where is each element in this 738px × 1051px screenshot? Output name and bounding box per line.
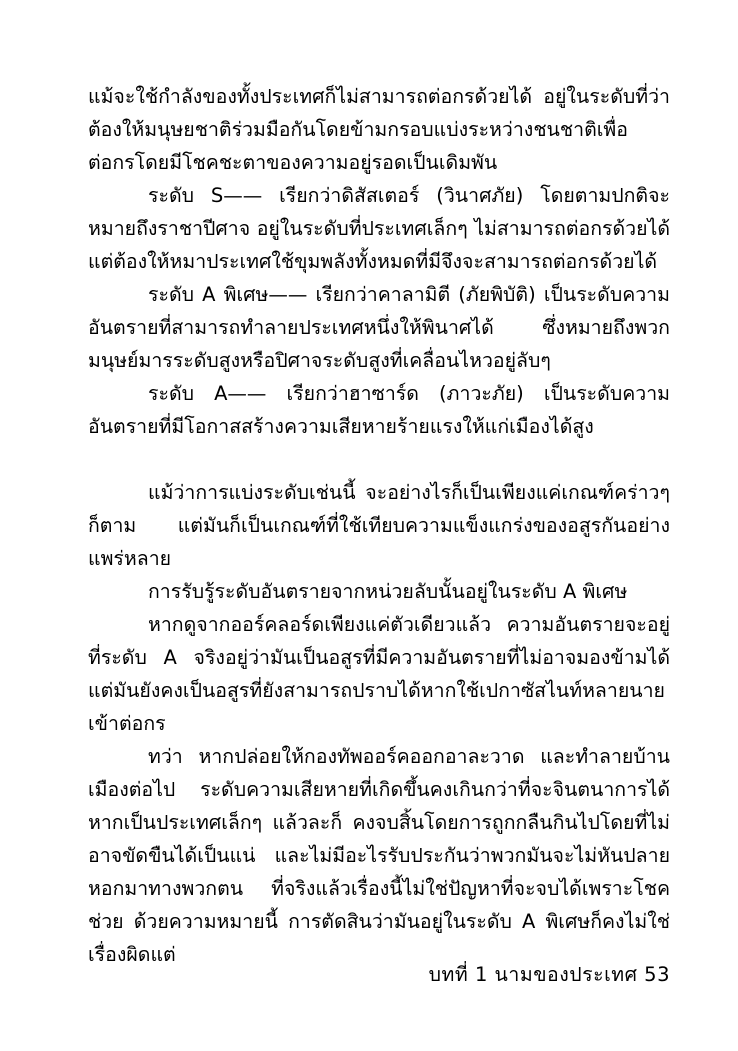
paragraph: ทว่า หากปล่อยให้กองทัพออร์คออกอาละวาด และทำลายบ้านเมืองต่อไป ระดับความเสียหายที่เกิดขึ้นคงเกินกว่าที่จะจินตนาการได้ หากเป็นประเทศเล็กๆ แล้วละก็ คงจบสิ้นโดยการถูกกลืนกินไปโดยที่ไม่อาจขัดขืนได้เป็นแน่ และไม่มีอะไรรับประกันว่าพวกมันจะไม่หันปลายหอกมาทางพวกตน ที่จริงแล้วเรื่องนี้ไม่ใช่ปัญหาที่จะจบได้เพราะโชคช่วย ด้วยความหมายนี้ การตัดสินว่ามันอยู่ในระดับ A พิเศษก็คงไม่ใช่เรื่องผิดแต่ bbox=[88, 745, 670, 966]
page-footer: บทที่ 1 นามของประเทศ 53 bbox=[428, 963, 670, 986]
paragraph: ระดับ S—— เรียกว่าดิสัสเตอร์ (วินาศภัย) โดยตามปกติจะหมายถึงราชาปีศาจ อยู่ในระดับที่ประเทศเล็กๆ ไม่สามารถต่อกรด้วยได้ แต่ต้องให้หมาประเทศใช้ขุมพลังทั้งหมดที่มีจึงจะสามารถต่อกรด้วยได้ bbox=[88, 184, 670, 273]
page-body bbox=[88, 80, 670, 971]
paragraph: แม้จะใช้กำลังของทั้งประเทศก็ไม่สามารถต่อกรด้วยได้ อยู่ในระดับที่ว่าต้องให้มนุษยชาติร่วมมือกันโดยข้ามกรอบแบ่งระหว่างชนชาติเพื่อต่อกรโดยมีโชคชะตาของความอยู่รอดเป็นเดิมพัน bbox=[88, 85, 670, 174]
paragraph: แม้ว่าการแบ่งระดับเช่นนี้ จะอย่างไรก็เป็นเพียงแค่เกณฑ์คร่าวๆ ก็ตาม แต่มันก็เป็นเกณฑ์ที่ใช้เทียบความแข็งแกร่งของอสูรกันอย่างแพร่หลาย bbox=[88, 481, 670, 570]
paragraph: การรับรู้ระดับอันตรายจากหน่วยลับนั้นอยู่ในระดับ A พิเศษ bbox=[148, 580, 628, 603]
paragraph-spacer bbox=[88, 443, 670, 476]
paragraph: ระดับ A—— เรียกว่าฮาซาร์ด (ภาวะภัย) เป็นระดับความอันตรายที่มีโอกาสสร้างความเสียหายร้ายแรงให้แก่เมืองได้สูง bbox=[88, 382, 670, 438]
paragraph: ระดับ A พิเศษ—— เรียกว่าคาลามิตี (ภัยพิบัติ) เป็นระดับความอันตรายที่สามารถทำลายประเทศหนึ่งให้พินาศได้ ซึ่งหมายถึงพวกมนุษย์มารระดับสูงหรือปิศาจระดับสูงที่เคลื่อนไหวอยู่ลับๆ bbox=[88, 283, 670, 372]
paragraph: หากดูจากออร์คลอร์ดเพียงแค่ตัวเดียวแล้ว ความอันตรายจะอยู่ที่ระดับ A จริงอยู่ว่ามันเป็นอสูรที่มีความอันตรายที่ไม่อาจมองข้ามได้ แต่มันยังคงเป็นอสูรที่ยังสามารถปราบได้หากใช้เปกาซัสไนท์หลายนายเข้าต่อกร bbox=[88, 613, 670, 735]
